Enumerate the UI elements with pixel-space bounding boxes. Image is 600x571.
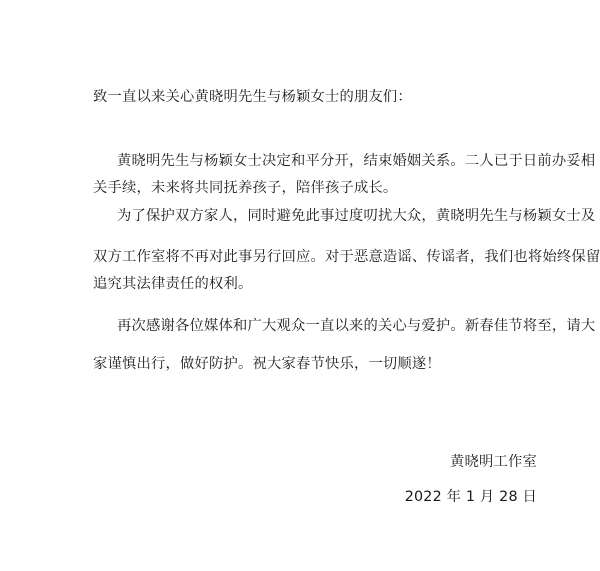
salutation: 致一直以来关心黄晓明先生与杨颖女士的朋友们：	[93, 89, 412, 105]
paragraph-line: 黄晓明先生与杨颖女士决定和平分开，结束婚姻关系。二人已于日前办妥相	[117, 153, 596, 169]
paragraph-line: 为了保护双方家人，同时避免此事过度叨扰大众，黄晓明先生与杨颖女士及	[117, 208, 596, 224]
paragraph-line: 再次感谢各位媒体和广大观众一直以来的关心与爱护。新春佳节将至，请大	[117, 318, 596, 334]
paragraph-line: 双方工作室将不再对此事另行回应。对于恶意造谣、传谣者，我们也将始终保留	[93, 249, 600, 265]
paragraph-line: 追究其法律责任的权利。	[93, 276, 253, 292]
signature: 黄晓明工作室	[450, 454, 537, 470]
paragraph-line: 关手续，未来将共同抚养孩子，陪伴孩子成长。	[93, 180, 398, 196]
date: 2022 年 1 月 28 日	[404, 489, 537, 505]
paragraph-line: 家谨慎出行，做好防护。祝大家春节快乐，一切顺遂！	[93, 356, 441, 372]
